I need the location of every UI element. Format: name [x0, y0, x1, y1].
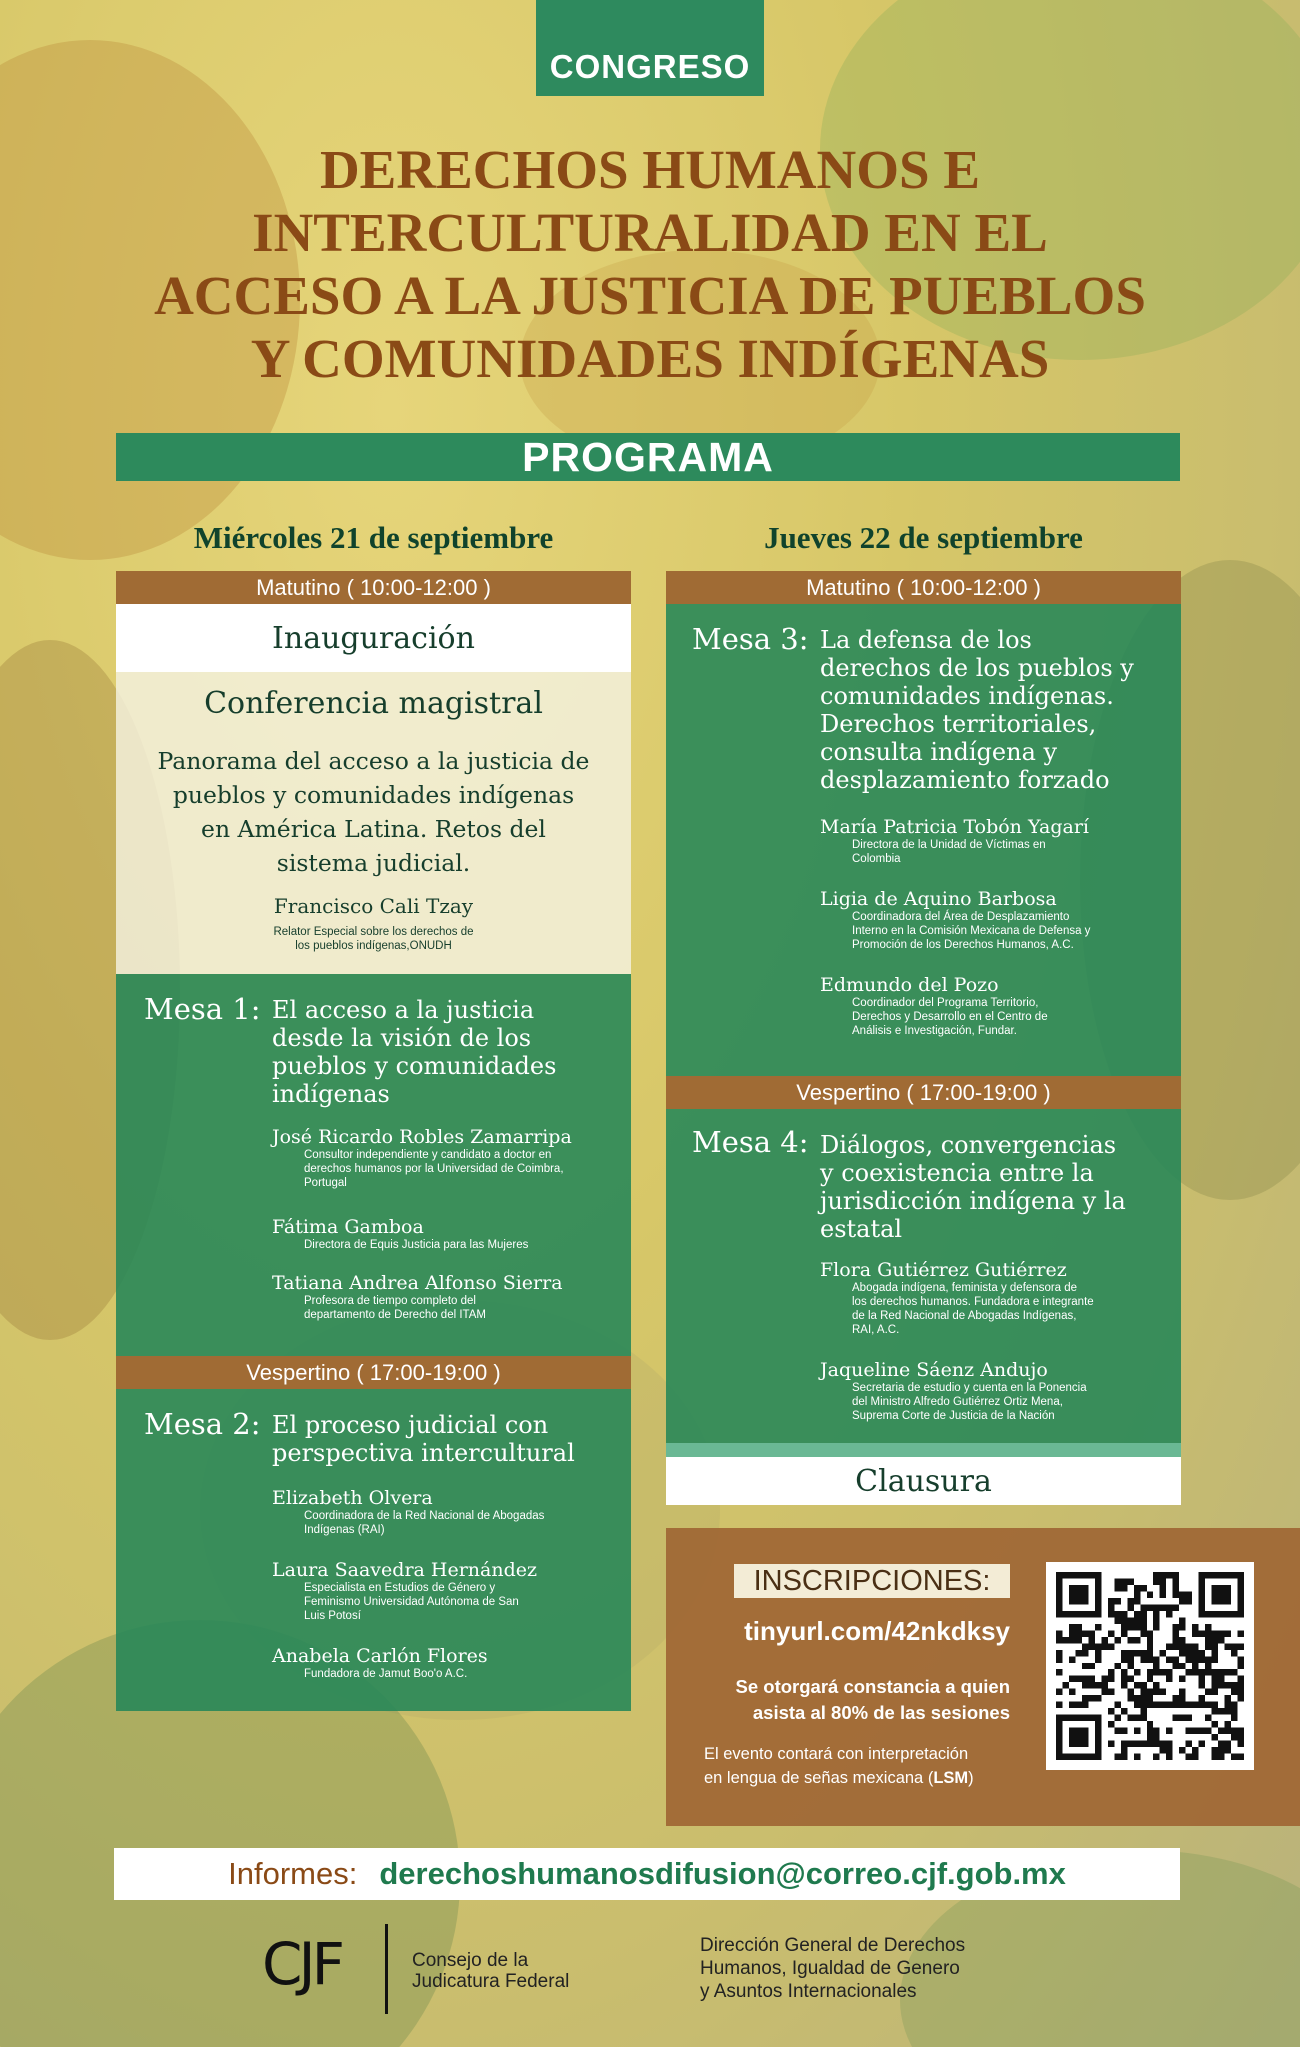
role-line: del Ministro Alfredo Gutiérrez Ortiz Mena, — [852, 1396, 1063, 1408]
mesa2-title — [272, 1411, 612, 1467]
conference-block — [116, 672, 631, 974]
role-line: los pueblos indígenas,ONUDH — [295, 940, 452, 952]
qr-code[interactable] — [1046, 1562, 1254, 1770]
speaker — [272, 1272, 622, 1322]
speaker-role — [304, 1581, 622, 1623]
constancia-line: Se otorgará constancia a quien — [735, 1676, 1010, 1697]
role-line: derechos humanos por la Universidad de Coimbra, — [304, 1163, 564, 1175]
speaker-role — [304, 1148, 622, 1190]
footer-divider — [385, 1924, 388, 2014]
day1-matutino-bar: Matutino ( 10:00-12:00 ) — [116, 571, 631, 604]
speaker-name: Elizabeth Olvera — [272, 1487, 433, 1509]
speaker-name: Ligia de Aquino Barbosa — [820, 888, 1057, 910]
speaker — [272, 1559, 622, 1623]
role-line: Portugal — [304, 1177, 347, 1189]
constancia-text — [666, 1674, 1010, 1726]
mesa4-block — [666, 1109, 1181, 1443]
conference-text-line: pueblos y comunidades indígenas — [172, 781, 575, 809]
speaker-name: José Ricardo Robles Zamarripa — [272, 1126, 572, 1148]
registration-link[interactable]: tinyurl.com/42nkdksy — [744, 1616, 1010, 1646]
page-title — [80, 138, 1220, 390]
role-line: Luis Potosí — [304, 1610, 361, 1622]
department-name — [700, 1934, 965, 2003]
mesa3-block — [666, 604, 1181, 1076]
role-line: Promoción de los Derechos Humanos, A.C. — [852, 939, 1074, 951]
dept-line: Dirección General de Derechos — [700, 1935, 966, 1956]
title-line: ACCESO A LA JUSTICIA DE PUEBLOS — [154, 265, 1146, 326]
divider — [666, 1443, 1181, 1457]
mesa1-label: Mesa 1: — [144, 992, 261, 1026]
day1-vespertino-bar: Vespertino ( 17:00-19:00 ) — [116, 1356, 631, 1389]
mesa2-label: Mesa 2: — [144, 1407, 261, 1441]
lsm-text-part: ) — [968, 1769, 974, 1787]
mesa-title-line: comunidades indígenas. — [820, 682, 1114, 710]
speaker-role — [852, 910, 1170, 952]
speaker-role — [852, 1381, 1170, 1423]
org-line: Consejo de la — [412, 1950, 529, 1971]
speaker-role — [852, 1281, 1170, 1337]
programa-banner: PROGRAMA — [116, 433, 1180, 481]
mesa-title-line: derechos de los pueblos y — [820, 654, 1134, 682]
title-line: Y COMUNIDADES INDÍGENAS — [250, 328, 1050, 389]
role-line: Directora de la Unidad de Víctimas en — [852, 839, 1046, 851]
mesa4-title — [820, 1131, 1170, 1243]
mesa1-title — [272, 996, 612, 1108]
mesa-title-line: El proceso judicial con — [272, 1411, 549, 1439]
inscripciones-heading: INSCRIPCIONES: — [734, 1564, 1010, 1598]
role-line: Directora de Equis Justicia para las Mujeres — [304, 1239, 529, 1251]
speaker-name: Laura Saavedra Hernández — [272, 1559, 538, 1581]
inscripciones-box — [666, 1528, 1300, 1826]
mesa-title-line: desde la visión de los — [272, 1024, 532, 1052]
conference-text — [116, 744, 631, 880]
day2-date: Jueves 22 de septiembre — [764, 520, 1083, 555]
conference-text-line: Panorama del acceso a la justicia de — [157, 747, 590, 775]
informes-label: Informes: — [228, 1856, 358, 1891]
org-line: Judicatura Federal — [412, 1971, 570, 1992]
day2-matutino-bar: Matutino ( 10:00-12:00 ) — [666, 571, 1181, 604]
mesa-title-line: consulta indígena y — [820, 738, 1058, 766]
mesa4-label: Mesa 4: — [692, 1125, 809, 1159]
day1-date: Miércoles 21 de septiembre — [193, 520, 554, 555]
conference-heading: Conferencia magistral — [204, 686, 543, 721]
speaker — [272, 1645, 622, 1681]
speaker-role — [852, 838, 1170, 866]
clausura-bar: Clausura — [666, 1457, 1181, 1505]
speaker-role — [304, 1509, 622, 1537]
role-line: Colombia — [852, 853, 901, 865]
speaker-name: María Patricia Tobón Yagarí — [820, 816, 1090, 838]
conference-text-line: en América Latina. Retos del — [201, 815, 546, 843]
day2-vespertino-bar: Vespertino ( 17:00-19:00 ) — [666, 1076, 1181, 1109]
informes-bar — [114, 1848, 1180, 1900]
speaker-role — [304, 1238, 622, 1252]
speaker-name: Fátima Gamboa — [272, 1216, 424, 1238]
speaker-name: Anabela Carlón Flores — [272, 1645, 488, 1667]
mesa3-title — [820, 626, 1170, 794]
role-line: Profesora de tiempo completo del — [304, 1295, 476, 1307]
mesa-title-line: desplazamiento forzado — [820, 766, 1110, 794]
speaker-role — [852, 996, 1170, 1038]
speaker-name: Flora Gutiérrez Gutiérrez — [820, 1259, 1067, 1281]
role-line: Fundadora de Jamut Boo'o A.C. — [304, 1668, 468, 1680]
speaker-name: Tatiana Andrea Alfonso Sierra — [272, 1272, 563, 1294]
mesa-title-line: La defensa de los — [820, 626, 1032, 654]
lsm-line — [704, 1766, 1010, 1790]
role-line: Consultor independiente y candidato a doctor en — [304, 1149, 552, 1161]
mesa-title-line: y coexistencia entre la — [820, 1159, 1094, 1187]
cjf-logo-text: CJF — [262, 1930, 341, 1998]
role-line: de la Red Nacional de Abogadas Indígenas, — [852, 1310, 1077, 1322]
speaker — [820, 888, 1170, 952]
role-line: departamento de Derecho del ITAM — [304, 1309, 486, 1321]
title-line: INTERCULTURALIDAD EN EL — [252, 202, 1048, 263]
speaker-role — [304, 1667, 622, 1681]
role-line: RAI, A.C. — [852, 1324, 900, 1336]
mesa2-block — [116, 1389, 631, 1711]
lsm-text — [704, 1742, 1010, 1790]
org-name — [412, 1950, 569, 1992]
speaker — [820, 974, 1170, 1038]
conference-text-line: sistema judicial. — [276, 849, 471, 877]
mesa-title-line: Derechos territoriales, — [820, 710, 1097, 738]
conference-speaker: Francisco Cali Tzay — [273, 894, 474, 918]
role-line: Coordinadora del Área de Desplazamiento — [852, 911, 1070, 923]
contact-email[interactable]: derechoshumanosdifusion@correo.cjf.gob.mx — [379, 1856, 1066, 1891]
role-line: Coordinador del Programa Territorio, — [852, 997, 1039, 1009]
role-line: Coordinadora de la Red Nacional de Abogadas — [304, 1510, 545, 1522]
mesa-title-line: El acceso a la justicia — [272, 996, 535, 1024]
mesa-title-line: Diálogos, convergencias — [820, 1131, 1117, 1159]
speaker — [820, 1259, 1170, 1337]
lsm-abbreviation: LSM — [933, 1769, 969, 1787]
mesa-title-line: indígenas — [272, 1080, 390, 1108]
mesa-title-line: jurisdicción indígena y la — [820, 1187, 1126, 1215]
lsm-text-part: en lengua de señas mexicana ( — [704, 1769, 934, 1787]
role-line: Análisis e Investigación, Fundar. — [852, 1025, 1017, 1037]
qr-code-icon — [1056, 1572, 1244, 1760]
speaker — [820, 816, 1170, 866]
lsm-line: El evento contará con interpretación — [704, 1745, 969, 1763]
congreso-badge: CONGRESO — [536, 0, 764, 96]
mesa-title-line: perspectiva intercultural — [272, 1439, 575, 1467]
role-line: Indígenas (RAI) — [304, 1524, 385, 1536]
title-line: DERECHOS HUMANOS E — [319, 139, 981, 200]
dept-line: Humanos, Igualdad de Genero — [700, 1958, 960, 1979]
role-line: Abogada indígena, feminista y defensora de — [852, 1282, 1078, 1294]
role-line: los derechos humanos. Fundadora e integrante — [852, 1296, 1094, 1308]
role-line: Interno en la Comisión Mexicana de Defensa y — [852, 925, 1091, 937]
mesa-title-line: estatal — [820, 1215, 903, 1243]
speaker-role — [304, 1294, 622, 1322]
speaker-name: Jaqueline Sáenz Andujo — [820, 1359, 1048, 1381]
speaker — [820, 1359, 1170, 1423]
role-line: Secretaria de estudio y cuenta en la Ponencia — [852, 1382, 1087, 1394]
cjf-logo — [262, 1924, 382, 2014]
constancia-line: asista al 80% de las sesiones — [752, 1702, 1010, 1723]
role-line: Especialista en Estudios de Género y — [304, 1582, 496, 1594]
mesa1-block — [116, 974, 631, 1356]
conference-speaker-role — [116, 925, 631, 953]
speaker-name: Edmundo del Pozo — [820, 974, 999, 996]
inauguracion-bar: Inauguración — [116, 604, 631, 672]
speaker — [272, 1126, 622, 1190]
mesa-title-line: pueblos y comunidades — [272, 1052, 557, 1080]
role-line: Feminismo Universidad Autónoma de San — [304, 1596, 519, 1608]
speaker — [272, 1216, 622, 1252]
speaker — [272, 1487, 622, 1537]
role-line: Relator Especial sobre los derechos de — [273, 926, 474, 938]
dept-line: y Asuntos Internacionales — [700, 1981, 917, 2002]
role-line: Suprema Corte de Justicia de la Nación — [852, 1410, 1055, 1422]
role-line: Derechos y Desarrollo en el Centro de — [852, 1011, 1048, 1023]
mesa3-label: Mesa 3: — [692, 622, 809, 656]
